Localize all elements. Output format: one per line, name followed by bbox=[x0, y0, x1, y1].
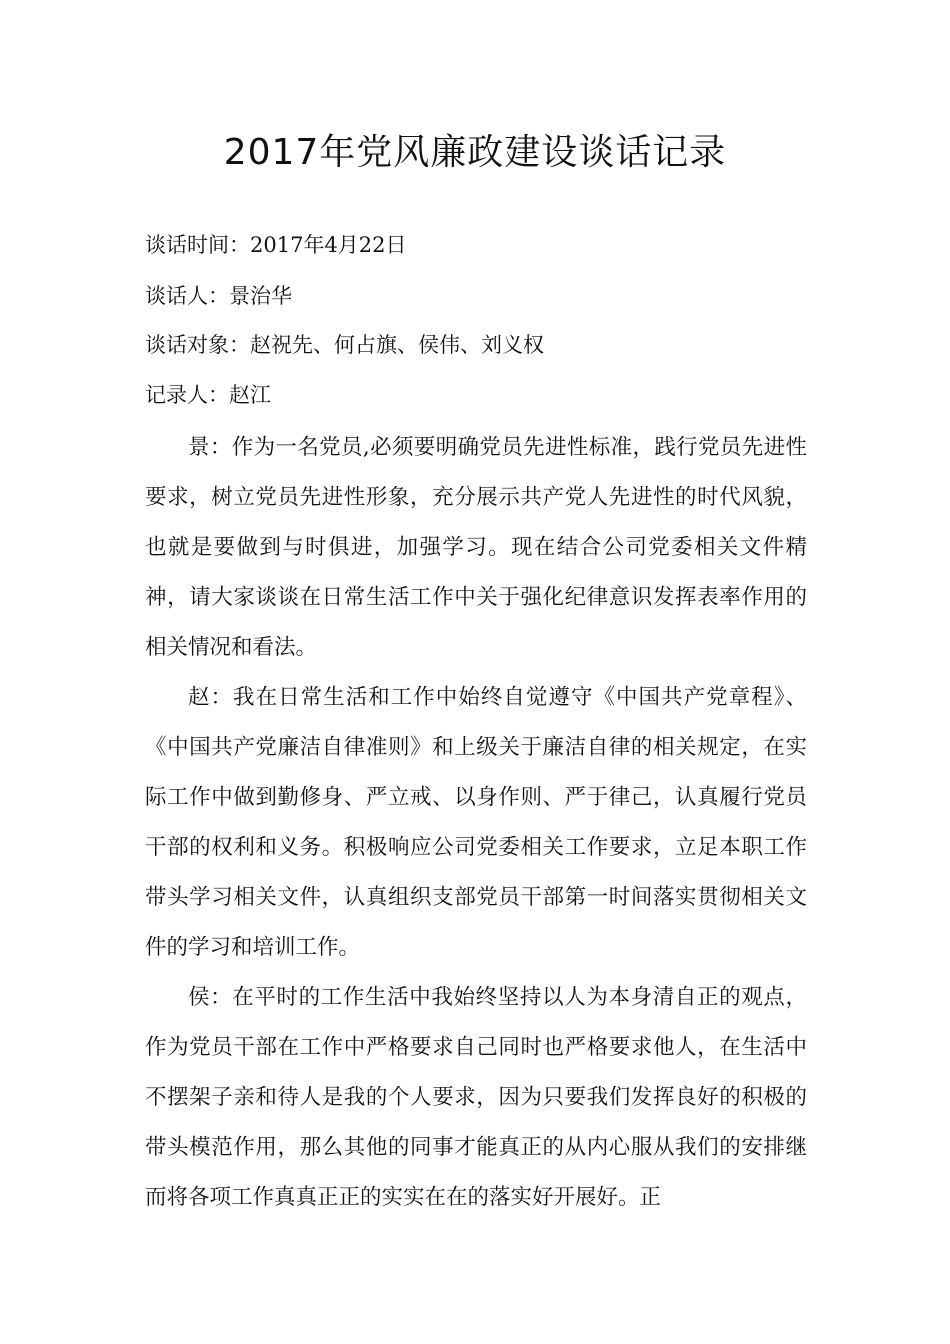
meta-talk-subjects: 谈话对象：赵祝先、何占旗、侯伟、刘义权 bbox=[145, 333, 544, 357]
paragraph-zhao: 赵：我在日常生活和工作中始终自觉遵守《中国共产党章程》、《中国共产党廉洁自律准则》和上级关于廉洁自律的相关规定，在实际工作中做到勤修身、严立戒、以身作则、严于律己，认真履行党员干部的权利和义务。积极响应公司党委相关工作要求，立足本职工作带头学习相关文件，认真组织支部党员干部第一时间落实贯彻相关文件的学习和培训工作。 bbox=[145, 685, 807, 960]
meta-talker: 谈话人：景治华 bbox=[145, 284, 292, 308]
paragraph-jing: 景：作为一名党员,必须要明确党员先进性标准，践行党员先进性要求，树立党员先进性形象，充分展示共产党人先进性的时代风貌，也就是要做到与时俱进，加强学习。现在结合公司党委相关文件精神，请大家谈谈在日常生活工作中关于强化纪律意识发挥表率作用的相关情况和看法。 bbox=[145, 435, 807, 660]
meta-recorder: 记录人：赵江 bbox=[145, 383, 271, 407]
paragraph-hou: 侯：在平时的工作生活中我始终坚持以人为本身清自正的观点，作为党员干部在工作中严格要求自己同时也严格要求他人，在生活中不摆架子亲和待人是我的个人要求，因为只要我们发挥良好的积极的带头模范作用，那么其他的同事才能真正的从内心服从我们的安排继而将各项工作真真正正的实实在在的落实好开展好。正 bbox=[145, 985, 807, 1210]
document-body bbox=[145, 423, 807, 1223]
meta-talk-time: 谈话时间：2017年4月22日 bbox=[145, 233, 407, 257]
document-title: 2017年党风廉政建设谈话记录 bbox=[223, 132, 727, 173]
